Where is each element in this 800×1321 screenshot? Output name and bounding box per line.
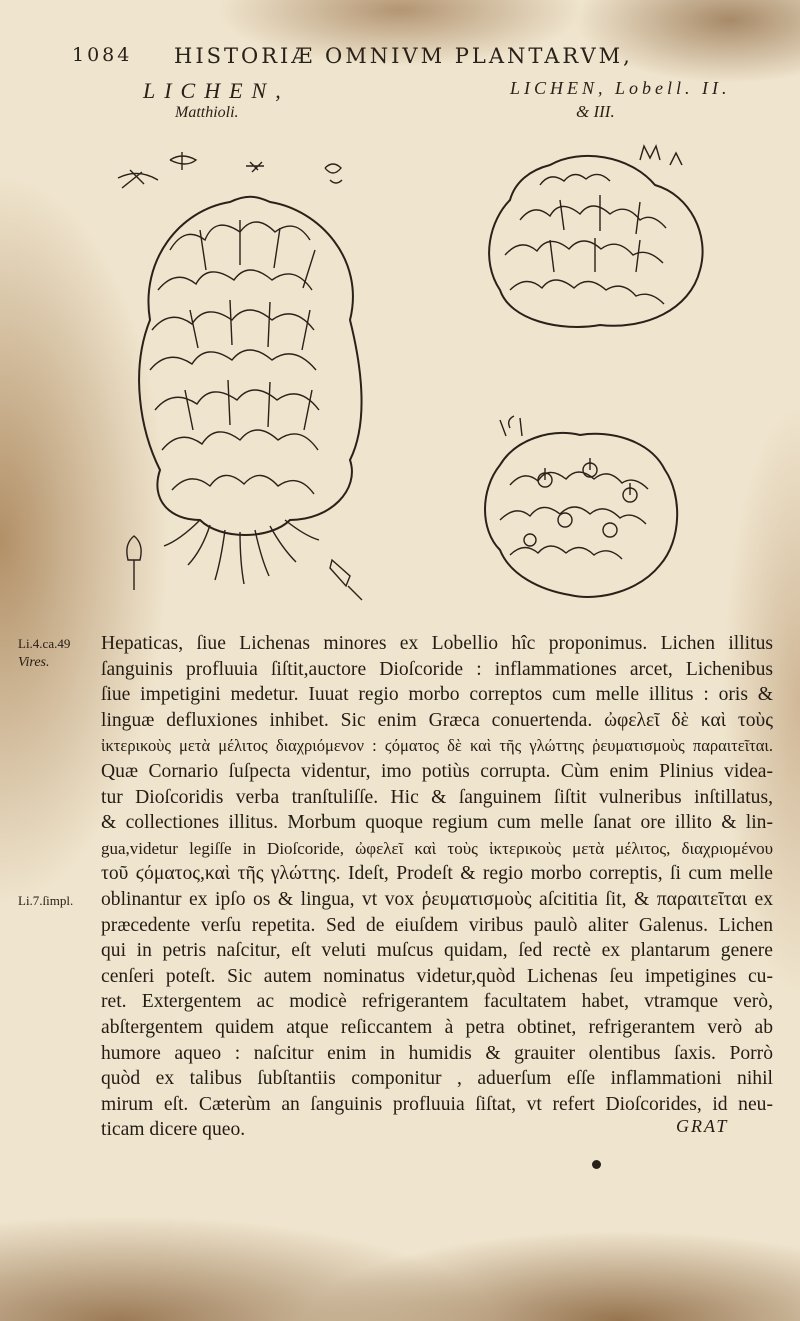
text-line: linguæ defluxiones inhibet. Sic enim Græca conuertenda. ὠφελεῖ δὲ καὶ τοὺς [101, 709, 773, 731]
left-figure-caption: LICHEN, [143, 78, 290, 103]
text-line: ἰκτερικοὺς μετὰ μέλιτος διαχριόμενον : ϛόματος δὲ καὶ τῆς γλώττης ῥευματισμοὺς παραιτεῖται. [101, 736, 773, 756]
margin-note-vires: Vires. [18, 655, 50, 670]
text-line: mirum eſt. Cæterùm an ſanguinis profluuia ſiſtat, vt refert Dioſcorides, id neu- [101, 1093, 773, 1115]
right-figure-caption: LICHEN, Lobell. II. [510, 78, 731, 98]
right-figure-caption-cont: & III. [576, 102, 615, 121]
text-line: humore aqueo : naſcitur enim in humidis & grauiter olentibus ſaxis. Porrò [101, 1042, 773, 1064]
text-line: abſtergentem quidem atque reſiccantem à petra obtinet, refrigerantem verò ab [101, 1016, 773, 1038]
text-line: cenſeri poteſt. Sic autem nominatus videtur,quòd Lichenas ſeu impetigines cu- [101, 965, 773, 987]
text-line: Hepaticas, ſiue Lichenas minores ex Lobellio hîc proponimus. Lichen illitus [101, 633, 773, 654]
lichen-matthioli-woodcut [100, 140, 380, 610]
text-line: τοῦ ϛόματος,καὶ τῆς γλώττης. Ideſt, Prodeſt & regio morbo correptis, ſi cum melle [101, 863, 773, 885]
page-number: 1084 [72, 44, 133, 66]
text-line: ſanguinis profluuia ſiſtit,auctore Dioſcoride : inflammationes arcet, Lichenibus [101, 658, 773, 680]
text-line: quòd ex talibus ſubſtantiis componitur , aduerſum eſſe inflammationi nihil [101, 1068, 773, 1090]
text-line: & collectiones illitus. Morbum quoque regium cum melle ſanat ore illito & lin- [101, 812, 773, 834]
lichen-lobell-ii-woodcut [470, 140, 710, 335]
left-figure-author: Matthioli. [175, 104, 239, 121]
text-line: tur Dioſcoridis verba tranſtuliſſe. Hic & ſanguinem ſiſtit vulneribus inſtillatus, [101, 786, 773, 808]
margin-note-ref-2: Li.7.ſimpl. [18, 893, 74, 908]
text-line: ticam dicere queo. [101, 1119, 246, 1141]
text-line: qui in petris naſcitur, eſt veluti muſcus quidam, ſed rectè ex plantarum genere [101, 940, 773, 962]
ink-dot [592, 1160, 601, 1169]
text-line: præcedente verſu repetita. Sed de eiuſdem viribus paulò aliter Galenus. Lichen [101, 914, 773, 936]
text-line: ſiue impetigini medetur. Iuuat regio morbo correptos cum melle illitus : oris & [101, 684, 773, 706]
running-head: HISTORIÆ OMNIVM PLANTARVM, [174, 44, 633, 68]
lichen-lobell-iii-woodcut [470, 410, 690, 605]
text-line: Quæ Cornario ſuſpecta videntur, imo potiùs corrupta. Cùm enim Plinius videa- [101, 760, 773, 782]
margin-note-ref-1: Li.4.ca.49 [18, 636, 71, 651]
catchword: GRAT [676, 1116, 729, 1136]
text-line: gua,videtur legiſſe in Dioſcoride, ὠφελεῖ καὶ τοὺς ἰκτερικοὺς μετὰ μέλιτος, διαχριομένου [101, 838, 773, 858]
body-text [101, 631, 773, 1143]
text-line: oblinantur ex ipſo os & lingua, vt vox ῥευματισμοὺς aſcititia ſit, & παραιτεῖται ex [101, 888, 773, 910]
text-line: ret. Extergentem ac modicè refrigerantem facultatem habet, vtramque verò, [101, 991, 773, 1013]
